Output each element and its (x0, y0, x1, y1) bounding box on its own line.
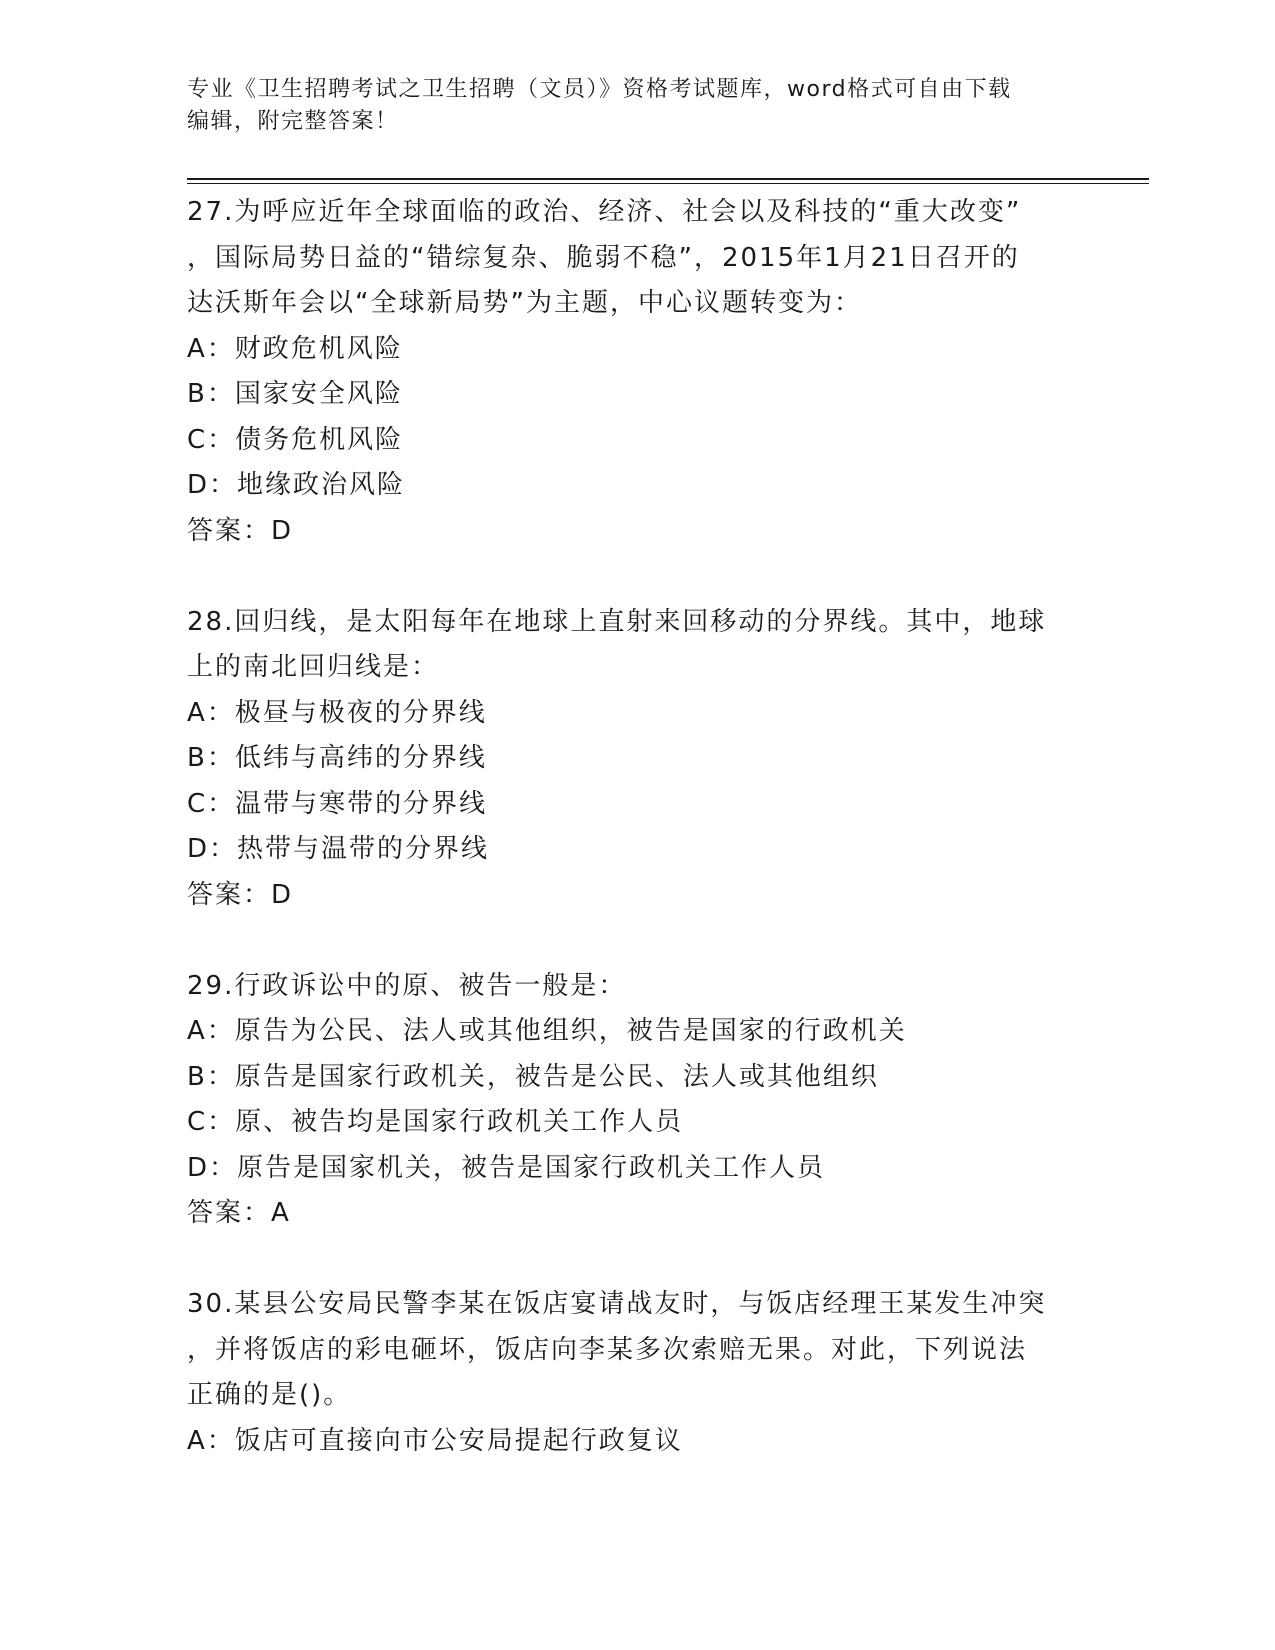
question-spacer (187, 918, 1087, 964)
question-text-line: 27.为呼应近年全球面临的政治、经济、社会以及科技的“重大改变” (187, 197, 1022, 227)
header-rule-thick (187, 178, 1149, 180)
option-b: B：低纬与高纬的分界线 (187, 743, 487, 773)
answer-line (187, 1191, 1087, 1237)
option-c: C：原、被告均是国家行政机关工作人员 (187, 1107, 684, 1137)
option-b: B：国家安全风险 (187, 379, 403, 409)
answer-line (187, 873, 1087, 919)
question-text-line: 29.行政诉讼中的原、被告一般是： (187, 970, 627, 1001)
answer-label: 答案： (187, 879, 272, 910)
question-29 (187, 964, 1087, 1237)
question-spacer (187, 554, 1087, 600)
answer-label: 答案： (187, 515, 272, 546)
question-text-line: 上的南北回归线是： (187, 652, 440, 682)
question-text-line: ，并将饭店的彩电砸坏，饭店向李某多次索赔无果。对此，下列说法 (187, 1334, 1028, 1365)
question-text-line: ，国际局势日益的“错综复杂、脆弱不稳”，2015年1月21日召开的 (187, 242, 1020, 273)
header-line-1: 专业《卫生招聘考试之卫生招聘（文员）》资格考试题库，word格式可自由下载 (187, 77, 1012, 102)
option-a: A：财政危机风险 (187, 333, 403, 364)
document-header (187, 74, 1067, 138)
question-text-line: 28.回归线，是太阳每年在地球上直射来回移动的分界线。其中，地球 (187, 606, 1047, 637)
question-28 (187, 600, 1087, 919)
option-c: C：温带与寒带的分界线 (187, 788, 488, 819)
option-b: B：原告是国家行政机关，被告是公民、法人或其他组织 (187, 1061, 879, 1092)
answer-line (187, 509, 1087, 555)
answer-value: D (271, 515, 294, 546)
question-spacer (187, 1237, 1087, 1283)
option-c: C：债务危机风险 (187, 424, 404, 455)
question-30 (187, 1282, 1087, 1464)
option-a: A：极昼与极夜的分界线 (187, 697, 487, 728)
option-d: D：原告是国家机关，被告是国家行政机关工作人员 (187, 1152, 826, 1183)
question-text-line: 达沃斯年会以“全球新局势”为主题，中心议题转变为： (187, 288, 862, 318)
header-line-2: 编辑，附完整答案！ (187, 109, 399, 134)
option-a: A：饭店可直接向市公安局提起行政复议 (187, 1425, 683, 1456)
option-a: A：原告为公民、法人或其他组织，被告是国家的行政机关 (187, 1016, 907, 1046)
header-rule-thin (187, 183, 1149, 184)
answer-label: 答案： (187, 1198, 272, 1228)
option-d: D：地缘政治风险 (187, 470, 406, 500)
answer-value: A (271, 1198, 291, 1228)
question-27 (187, 190, 1087, 554)
question-list (187, 190, 1087, 1464)
option-d: D：热带与温带的分界线 (187, 834, 490, 864)
answer-value: D (271, 879, 294, 910)
question-text-line: 正确的是()。 (187, 1380, 352, 1410)
question-text-line: 30.某县公安局民警李某在饭店宴请战友时，与饭店经理王某发生冲突 (187, 1289, 1047, 1319)
